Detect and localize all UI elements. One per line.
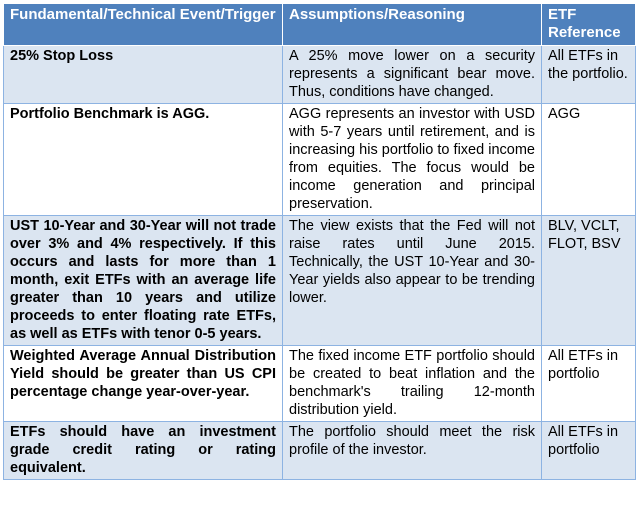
event-cell: ETFs should have an investment grade credit rating or rating equivalent.	[4, 422, 283, 480]
reference-cell: All ETFs in portfolio	[542, 422, 636, 480]
reasoning-cell: The portfolio should meet the risk profile of the investor.	[283, 422, 542, 480]
reasoning-cell: AGG represents an investor with USD with 5-7 years until retirement, and is increasing his portfolio to fixed income from equities. The focus would be income generation and principal preservation.	[283, 104, 542, 216]
event-cell: UST 10-Year and 30-Year will not trade over 3% and 4% respectively. If this occurs and lasts for more than 1 month, exit ETFs with an average life greater than 10 years and utilize proceeds to enter floating rate ETFs, as well as ETFs with tenor 0-5 years.	[4, 216, 283, 346]
etf-trigger-table-container	[3, 3, 635, 480]
header-event-trigger: Fundamental/Technical Event/Trigger	[4, 4, 283, 46]
event-cell: 25% Stop Loss	[4, 46, 283, 104]
reference-cell: BLV, VCLT, FLOT, BSV	[542, 216, 636, 346]
table-body	[4, 46, 636, 480]
header-etf-reference: ETF Reference	[542, 4, 636, 46]
table-header	[4, 4, 636, 46]
reference-cell: All ETFs in portfolio	[542, 346, 636, 422]
table-row	[4, 104, 636, 216]
table-row	[4, 216, 636, 346]
event-cell: Weighted Average Annual Distribution Yield should be greater than US CPI percentage change year-over-year.	[4, 346, 283, 422]
reasoning-cell: A 25% move lower on a security represents a significant bear move. Thus, conditions have changed.	[283, 46, 542, 104]
etf-trigger-table	[3, 3, 636, 480]
table-row	[4, 346, 636, 422]
event-cell: Portfolio Benchmark is AGG.	[4, 104, 283, 216]
reasoning-cell: The fixed income ETF portfolio should be created to beat inflation and the benchmark's trailing 12-month distribution yield.	[283, 346, 542, 422]
header-row	[4, 4, 636, 46]
reference-cell: All ETFs in the portfolio.	[542, 46, 636, 104]
reference-cell: AGG	[542, 104, 636, 216]
header-assumptions-reasoning: Assumptions/Reasoning	[283, 4, 542, 46]
table-row	[4, 422, 636, 480]
table-row	[4, 46, 636, 104]
reasoning-cell: The view exists that the Fed will not raise rates until June 2015. Technically, the UST 10-Year and 30-Year yields also appear to be trending lower.	[283, 216, 542, 346]
